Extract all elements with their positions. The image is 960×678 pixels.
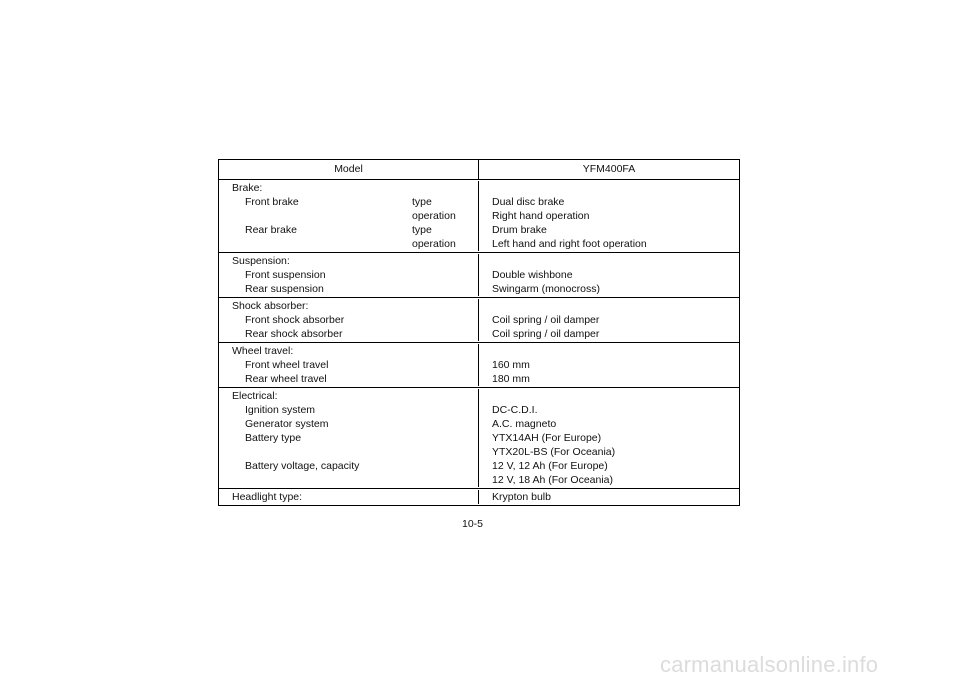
spec-value bbox=[479, 389, 739, 403]
section-heading: Shock absorber: bbox=[232, 300, 309, 312]
table-row bbox=[219, 389, 739, 403]
table-header bbox=[219, 160, 739, 180]
spec-value: Right hand operation bbox=[492, 210, 590, 222]
spec-label-cell bbox=[219, 209, 479, 223]
spec-value bbox=[479, 181, 739, 195]
spec-section bbox=[219, 298, 739, 343]
spec-table bbox=[218, 159, 740, 506]
model-value: YFM400FA bbox=[582, 163, 636, 175]
spec-qualifier: type bbox=[412, 196, 432, 208]
spec-label: Front suspension bbox=[245, 269, 326, 281]
spec-value: Swingarm (monocross) bbox=[492, 283, 600, 295]
watermark-text[interactable]: carmanualsonline.info bbox=[660, 652, 879, 677]
spec-value: 160 mm bbox=[492, 359, 530, 371]
table-row bbox=[219, 445, 739, 459]
spec-qualifier: type bbox=[412, 224, 432, 236]
spec-label-cell bbox=[219, 431, 479, 445]
spec-label-cell bbox=[219, 254, 479, 268]
spec-label-cell bbox=[219, 299, 479, 313]
table-row bbox=[219, 431, 739, 445]
spec-value: Left hand and right foot operation bbox=[492, 238, 647, 250]
section-heading: Suspension: bbox=[232, 255, 290, 267]
table-row bbox=[219, 223, 739, 237]
spec-value: YTX14AH (For Europe) bbox=[492, 432, 602, 444]
spec-value: Dual disc brake bbox=[492, 196, 565, 208]
spec-label-cell bbox=[219, 327, 479, 341]
spec-value: Double wishbone bbox=[492, 269, 573, 281]
table-row bbox=[219, 372, 739, 386]
spec-value bbox=[479, 299, 739, 313]
spec-section bbox=[219, 253, 739, 298]
table-row bbox=[219, 490, 739, 504]
table-row bbox=[219, 313, 739, 327]
spec-section bbox=[219, 489, 739, 505]
spec-label-cell bbox=[219, 344, 479, 358]
spec-value: YTX20L-BS (For Oceania) bbox=[492, 446, 616, 458]
spec-section bbox=[219, 180, 739, 253]
spec-label-cell bbox=[219, 268, 479, 282]
spec-label: Front shock absorber bbox=[245, 314, 345, 326]
spec-label-cell bbox=[219, 223, 479, 237]
spec-label-cell bbox=[219, 417, 479, 431]
spec-label-cell bbox=[219, 282, 479, 296]
spec-label: Battery voltage, capacity bbox=[245, 460, 360, 472]
spec-label: Ignition system bbox=[245, 404, 316, 416]
table-row bbox=[219, 358, 739, 372]
spec-label: Front wheel travel bbox=[245, 359, 329, 371]
section-heading: Brake: bbox=[232, 182, 263, 194]
spec-value: 12 V, 12 Ah (For Europe) bbox=[492, 460, 608, 472]
spec-label-cell bbox=[219, 181, 479, 195]
table-row bbox=[219, 473, 739, 487]
spec-label-cell bbox=[219, 313, 479, 327]
spec-value: 12 V, 18 Ah (For Oceania) bbox=[492, 474, 614, 486]
spec-value: Coil spring / oil damper bbox=[492, 314, 600, 326]
spec-label-cell bbox=[219, 358, 479, 372]
table-row bbox=[219, 459, 739, 473]
spec-label: Rear wheel travel bbox=[245, 373, 327, 385]
table-row bbox=[219, 181, 739, 195]
table-row bbox=[219, 417, 739, 431]
table-body bbox=[219, 180, 739, 505]
section-heading: Wheel travel: bbox=[232, 345, 294, 357]
spec-label-cell bbox=[219, 459, 479, 473]
table-row bbox=[219, 237, 739, 251]
spec-value bbox=[479, 344, 739, 358]
spec-value bbox=[479, 254, 739, 268]
section-heading: Headlight type: bbox=[232, 491, 303, 503]
spec-value: DC-C.D.I. bbox=[492, 404, 538, 416]
spec-label: Battery type bbox=[245, 432, 302, 444]
spec-label-cell bbox=[219, 490, 479, 504]
spec-label: Rear brake bbox=[245, 224, 297, 236]
spec-value: Coil spring / oil damper bbox=[492, 328, 600, 340]
spec-label-cell bbox=[219, 473, 479, 487]
table-row bbox=[219, 299, 739, 313]
spec-qualifier: operation bbox=[412, 210, 456, 222]
spec-label-cell bbox=[219, 403, 479, 417]
table-row bbox=[219, 254, 739, 268]
table-row bbox=[219, 209, 739, 223]
spec-label-cell bbox=[219, 389, 479, 403]
spec-label-cell bbox=[219, 195, 479, 209]
spec-label-cell bbox=[219, 237, 479, 251]
spec-value: A.C. magneto bbox=[492, 418, 557, 430]
spec-label: Rear shock absorber bbox=[245, 328, 343, 340]
spec-section bbox=[219, 388, 739, 489]
spec-value: Drum brake bbox=[492, 224, 547, 236]
table-row bbox=[219, 327, 739, 341]
table-row bbox=[219, 195, 739, 209]
table-row bbox=[219, 282, 739, 296]
spec-section bbox=[219, 343, 739, 388]
spec-label-cell bbox=[219, 372, 479, 386]
table-row bbox=[219, 403, 739, 417]
spec-qualifier: operation bbox=[412, 238, 456, 250]
page-number: 10-5 bbox=[462, 518, 484, 530]
spec-value: Krypton bulb bbox=[492, 491, 551, 503]
model-label: Model bbox=[219, 160, 479, 179]
table-row bbox=[219, 344, 739, 358]
spec-value: 180 mm bbox=[492, 373, 530, 385]
table-row bbox=[219, 268, 739, 282]
spec-label: Generator system bbox=[245, 418, 329, 430]
section-heading: Electrical: bbox=[232, 390, 278, 402]
spec-label: Rear suspension bbox=[245, 283, 324, 295]
spec-label: Front brake bbox=[245, 196, 299, 208]
spec-label-cell bbox=[219, 445, 479, 459]
